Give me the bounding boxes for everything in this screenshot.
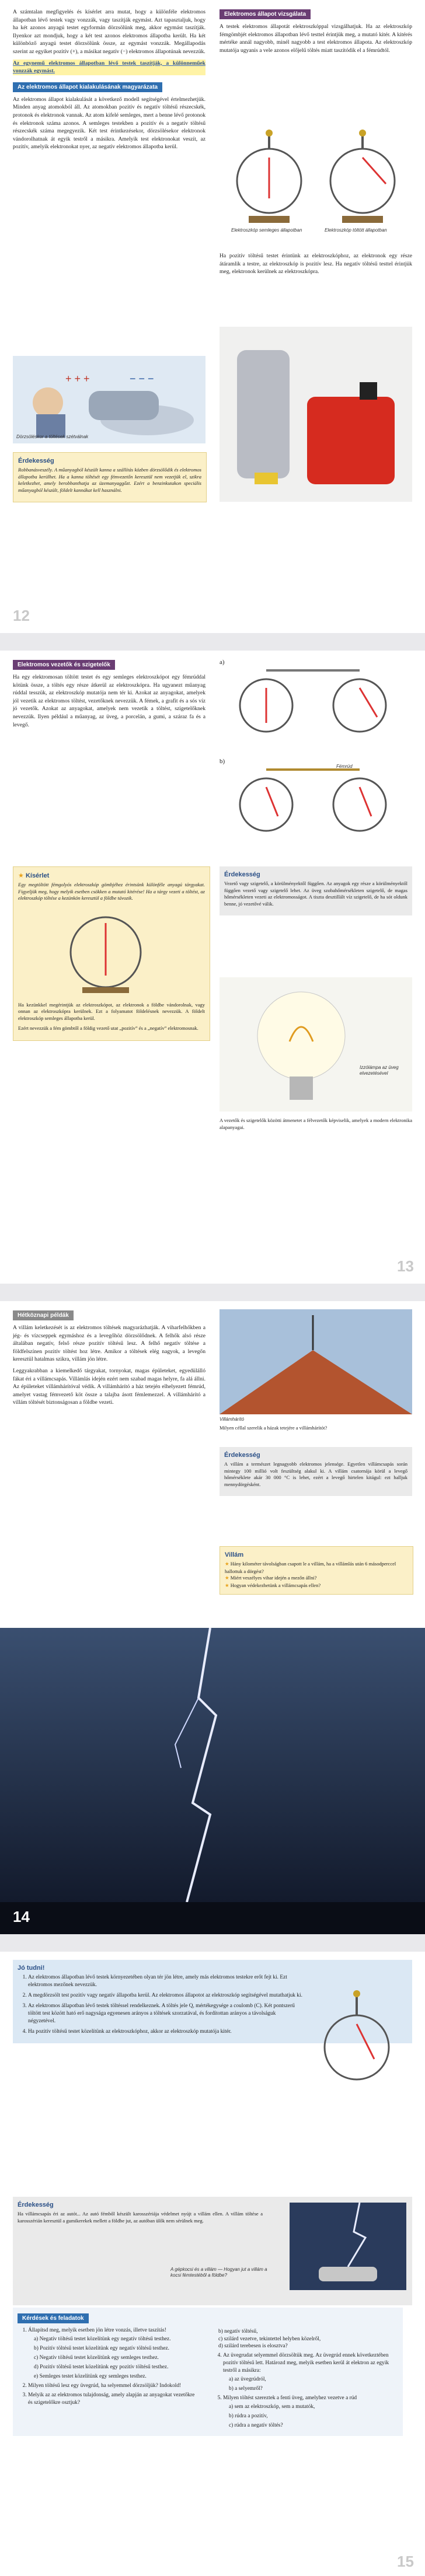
page-13: [0, 651, 425, 1284]
page12-left-column: [13, 8, 205, 155]
separator-14-15: [0, 1934, 425, 1952]
page13-kiserlet-box: [13, 866, 210, 1041]
page13-section-title: Elektromos vezetők és szigetelők: [13, 660, 115, 670]
task-4-options: [223, 2376, 393, 2393]
page13-bullet-note: A vezetők és szigetelők közötti átmenetet a félvezetők képviselik, amelyek a modern elektronika alapanyagai.: [220, 1117, 412, 1130]
figure-a-graphic: [220, 659, 412, 752]
lightning-graphic: [0, 1628, 425, 1934]
fig-rod-label: Fémrúd: [336, 764, 353, 769]
page14-body2: Leggyakrabban a kiemelkedő tárgyakat, tornyokat, magas épületeket, egyedülálló fákat éri a villámcsapás. Villámlás idején ezért nem szabad magas helyre, fa alá állni. Az épületeket villámhárítóval védik. A villámhárító a ház tetején elhelyezett fémrúd, amelyet vastag fémvezető köt össze a talajba ásott fémlemezzel. A villámhárító a villám töltését biztonságosan a földbe vezeti.: [13, 1367, 205, 1406]
svg-text:+ + +: + + +: [65, 373, 90, 385]
star-icon: ★: [18, 872, 24, 879]
page-14: [0, 1301, 425, 1934]
page-15: [0, 1952, 425, 2576]
page13-number: 13: [397, 1257, 414, 1275]
tasks-right-column: [212, 2327, 393, 2431]
page13-erdekesseg-text: Vezető vagy szigetelő, a körülményektől függően. Az anyagok egy része a körülményektől függően vezető vagy szigetelő lehet. Az üveg szobahőmérsékleten szigetelő, de magas hőmérsékleten vezeti az elektromosságot. A tiszta desztillált víz szigetelő, de ha sót oldunk benne, jó vezetővé válik.: [224, 880, 407, 907]
task-option: a) sem az elektroszkóp, sem a mutatók,: [229, 2403, 315, 2410]
page12-right-intro: A testek elektromos állapotát elektroszkóppal vizsgálhatjuk. Ha az elektroszkóp fémgömbjét elektromos állapotban lévő testtel érintjük meg, a mutató kitér. A kitérés mértéke annál nagyobb, minél nagyobb a test elektromos állapota. Az elektroszkóp mutatója ugyanis a vele azonos előjelű töltés miatt taszítódik el a fémrúdtól.: [220, 23, 412, 54]
bulb-graphic: [220, 977, 412, 1112]
separator-13-14: [0, 1284, 425, 1301]
task-item: [223, 2395, 393, 2430]
star-icon: ★: [225, 1582, 229, 1589]
page14-left-column: [13, 1309, 205, 1410]
bullet-text: Miért veszélyes vihar idején a mezőn állni?: [230, 1575, 317, 1581]
fig-b-label: b): [220, 758, 225, 765]
page13-body: Ha egy elektromosan töltött testet és egy semleges elektroszkópot egy fémrúddal kötünk össze, a töltés egy része átkerül az elektroszkópra. Ha ugyanezt műanyag rúddal tesszük, az elektroszkóp mutatója nem tér ki. Azokat az anyagokat, amelyek jól vezetik az elektromos töltést, vezetőknek nevezzük. A fémek, a grafit és a sós víz jó vezetők. Azokat az anyagokat, amelyek nem vezetik a töltést, szigetelőknek nevezzük. Ilyen például a műanyag, az üveg, a porcelán, a gumi, a száraz fa és a levegő.: [13, 674, 205, 728]
task-option: c) rúdra a negatív töltés?: [229, 2422, 283, 2428]
page12-explain-paragraph: Az elektromos állapot kialakulását a következő modell segítségével értelmezhetjük. Minden anyag atomokból áll. Az atomokban pozitív és negatív töltésű részecskék, protonok és elektronok vannak. Az atom kifelé semleges, mert a benne lévő protonok és elektronok száma azonos. A semleges testekben a pozitív és a negatív töltésű részecskék száma megegyezik. Két test érintkezésekor, dörzsölésekor elektronok vándorolhatnak át egyik testről a másikra. Amelyik test elektronokat veszít, az pozitív, amelyik elektronokat nyer, az negatív elektromos állapotba kerül.: [13, 96, 205, 151]
page15-erdekesseg-text: Ha villámcsapás éri az autót... Az autó fémből készült karosszériája védelmet nyújt a villám ellen. A villám töltése a karosszérián keresztül a gumikerekek mellett a földbe jut, az autóban ülők nem sérülnek meg.: [18, 2211, 263, 2224]
tudod-item: 2. A megdörzsölt test pozitív vagy negatív állapotba kerül. Az elektromos állapotot az elektroszkóp segítségével mutathatjuk ki.: [28, 1992, 302, 2000]
page12-rule-highlight: Az egynemű elektromos állapotban lévő testek taszítják, a különneműek vonzzák egymást.: [13, 60, 205, 75]
tasks-left-list: [18, 2327, 198, 2407]
page12-erdekesseg-title: Érdekesség: [18, 457, 54, 464]
page13-figures: [220, 659, 412, 851]
page12-erdekesseg-box: [13, 452, 207, 502]
page15-tasks-title: Kérdések és feladatok: [18, 2313, 89, 2323]
task-option: d) szilárd terebesen is elosztva?: [218, 2343, 288, 2349]
page13-left-column: [13, 659, 205, 732]
page15-number: 15: [397, 2553, 414, 2570]
tudod-electroscope-graphic: [313, 1983, 400, 2100]
task-option: a) Negatív töltésű testet közelítünk egy negatív töltésű testhez.: [34, 2336, 171, 2342]
page14-right-caption: Villámhárító: [220, 1417, 245, 1422]
tudod-item: 3. Az elektromos állapotban lévő testek töltéssel rendelkeznek. A töltés jele Q, mértékegysége a coulomb (C). Két pontszerű töltött test között ható erő nagysága egyenesen arányos a töltések szorzatával, és fordítottan arányos a távolságuk négyzetével.: [28, 2002, 302, 2025]
task-option: b) rúdra a pozitív,: [229, 2413, 268, 2419]
page14-right-bullet: Milyen céllal szerelik a házak tetejére a villámhárítót?: [220, 1425, 328, 1431]
star-icon: ★: [225, 1575, 229, 1581]
page13-erdekesseg-title: Érdekesség: [224, 871, 260, 878]
task-5-text: Milyen töltést szereztek a fenti üveg, amelyhez vezetve a rúd: [223, 2395, 357, 2401]
electroscope2-caption: Elektroszkóp töltött állapotban: [325, 228, 387, 233]
page13-kiserlet-note: Ezért nevezzük a fém gömbtől a földig vezető utat „pozitív” és a „negatív” elektromosnak.: [18, 1025, 198, 1031]
page15-erdekesseg-box: [13, 2197, 412, 2305]
task-4-text: Az üvegrudat selyemmel dörzsöltük meg. Az üvegrúd ennek következtében pozitív töltésű lett. Határozd meg, melyik esetben kerül át elektron az egyik testről a másikra:: [223, 2352, 389, 2374]
tudod-item: 4. Ha pozitív töltésű testet közelítünk az elektroszkóphoz, akkor az elektroszkóp mutatója kitér.: [28, 2028, 302, 2036]
page15-tasks: [13, 2308, 403, 2436]
page14-bullet-2: [225, 1575, 408, 1582]
page12-number: 12: [13, 607, 30, 624]
page14-bullet-1: [225, 1561, 408, 1575]
page12-intro-paragraph: A számtalan megfigyelés és kísérlet arra mutat, hogy a különféle elektromos állapotban lévő testek vagy vonzzák, vagy taszítják egymást. Azt tapasztaljuk, hogy ha két azonos anyagú testet egyformán dörzsölünk meg, akkor egymást taszítják. Ilyenkor azt mondjuk, hogy a két test azonos elektromos állapotba került. Ha két különböző anyagú testet dörzsölünk össze, az egymást vonzzák. Megállapodás szerint az egyiket pozitív (+), a másikat negatív (−) elektromos állapotúnak nevezzük.: [13, 9, 205, 55]
page15-erdekesseg-title: Érdekesség: [18, 2201, 54, 2208]
page13-bulb-photo: [220, 977, 412, 1112]
page15-tudod-title: Jó tudni!: [18, 1965, 45, 1972]
rubbing-scene-graphic: [13, 356, 205, 443]
page12-erdekesseg-text: Robbanásveszély. A műanyagból készült kanna a szállítás közben dörzsölődik és elektromos állapotba kerülhet. Ha a kanna töltését egy fémvezetőn keresztül nem vezetjük el, szikra keletkezhet, amely berobbanthatja az üzemanyaggőzt. Ezért a benzinkutakon speciális műanyagból készült, földelt kannákat kell használni.: [18, 467, 201, 493]
car-lightning-graphic: [290, 2203, 406, 2290]
page12-rubbing-illustration: [13, 356, 205, 443]
page-12: [0, 0, 425, 633]
figure-b-graphic: [220, 758, 412, 851]
page14-erdekesseg-box: [220, 1447, 412, 1496]
page13-kiserlet-caption: Ha kezünkkel megérintjük az elektroszkópot, az elektronok a földbe vándorolnak, vagy onnan az elektroszkópra kerülnek. Ezt a folyamatot földelésnek nevezzük. A földelt elektroszkóp semleges állapotba kerül.: [18, 1001, 205, 1021]
fuel-can-graphic: [220, 327, 412, 502]
page13-erdekesseg-box: [220, 866, 412, 915]
page12-right-column: [220, 8, 412, 58]
page15-tudod-list: [18, 1974, 302, 2036]
task-option: b) a selyemről?: [229, 2385, 263, 2392]
page12-electroscopes: [220, 128, 412, 245]
page14-bullet-3: [225, 1582, 408, 1590]
page14-villam-box: [220, 1546, 413, 1595]
page14-section-title: Hétköznapi példák: [13, 1310, 74, 1320]
bullet-text: Hogyan védekezhetünk a villámcsapás ellen?: [230, 1582, 321, 1588]
task-1-text: Állapítsd meg, melyik esetben jön létre vonzás, illetve taszítás!: [28, 2327, 166, 2333]
task-item: [28, 2327, 198, 2381]
page14-number: 14: [13, 1908, 30, 1925]
rooftop-graphic: [220, 1309, 412, 1414]
bulb-caption: Izzólámpa az üveg elvezetésével: [360, 1065, 399, 1076]
page13-kiserlet-text: Egy megtöltött fémgolyós elektroszkóp gömbjéhez érintsünk különféle anyagú tárgyakat. Figyeljük meg, hogy melyik esetben csökken a mutató kitérése! Ha a tárgy vezeti a töltést, az elektroszkóp töltése a kezünkön keresztül a földbe távozik.: [18, 882, 205, 901]
electroscope1-caption: Elektroszkóp semleges állapotban: [231, 228, 302, 233]
tasks-right-options: [212, 2328, 393, 2350]
task-item: 2. Milyen töltésű lesz egy üvegrúd, ha selyemmel dörzsöljük? Indokold!: [28, 2382, 198, 2390]
tasks-left-column: [18, 2327, 198, 2431]
page15-erdekesseg-question: A gépkocsi és a villám — Hogyan jut a villám a kocsi fémtestéből a földbe?: [170, 2267, 267, 2278]
task-item: 3. Melyik az az elektromos tulajdonság, amely alapján az anyagokat vezetőkre és szigetelőkre osztjuk?: [28, 2392, 198, 2407]
task-option: c) Negatív töltésű testet közelítünk egy semleges testhez.: [34, 2355, 159, 2361]
page12-fuel-can-photo: [220, 327, 412, 502]
page14-lightning-photo: [0, 1628, 425, 1934]
kiserlet-title-text: Kísérlet: [25, 872, 50, 879]
task-option: e) Semleges testet közelítünk egy semleges testhez.: [34, 2374, 147, 2379]
tudod-item: 1. Az elektromos állapotban lévő testek környezetében olyan tér jön létre, amely más elektromos testekre erőt fejt ki. Ezt elektromos mezőnek nevezzük.: [28, 1974, 302, 1989]
page12-rubbing-caption: Dörzsöléskor a töltések szétválnak: [16, 434, 89, 439]
task-option: a) az üvegrúdról,: [229, 2376, 266, 2382]
task-1-options: [28, 2336, 198, 2381]
task-option: b) Pozitív töltésű testet közelítünk egy negatív töltésű testhez.: [34, 2346, 169, 2351]
separator-12-13: [0, 633, 425, 651]
kiserlet-electroscope-graphic: [18, 906, 193, 999]
task-option: c) szilárd vezetve, tekintettel helyben közelről,: [218, 2336, 321, 2342]
page12-section-title-right: Elektromos állapot vizsgálata: [220, 9, 311, 19]
page12-section-title-left: Az elektromos állapot kialakulásának magyarázata: [13, 82, 162, 92]
page14-body1: A villám keletkezését is az elektromos töltések magyarázhatják. A viharfelhőkben a jég- és vízcseppek egymáshoz és a levegőhöz dörzsölődnek. A felhők alsó része általában negatív, felső része pozitív töltésű lesz. A felhő negatív töltése a földfelszínen pozitív töltést hoz létre. Amikor a töltések elég nagyok, a levegőn keresztül hatalmas szikra, villám jön létre.: [13, 1324, 205, 1363]
fig-a-label: a): [220, 659, 225, 666]
page12-right-bottom: Ha pozitív töltésű testet érintünk az elektroszkóphoz, az elektronok egy része átáramlik a testre, az elektroszkóp is pozitív lesz. Ha negatív töltésű testtel érintjük meg, elektronok kerülnek az elektroszkópra.: [220, 253, 412, 275]
page14-erdekesseg-title: Érdekesség: [224, 1452, 260, 1459]
svg-text:− − −: − − −: [130, 373, 154, 385]
task-5-options: [223, 2403, 393, 2430]
page13-kiserlet-title: [18, 872, 205, 879]
bullet-text: Hány kilométer távolságban csapott le a villám, ha a villámlás után 6 másodperccel hallottuk a dörgést?: [225, 1561, 396, 1574]
page14-erdekesseg-text: A villám a természet legnagyobb elektromos jelensége. Egyetlen villámcsapás során mintegy 100 millió volt feszültség alakul ki. A villám csatornája körül a levegő hőmérséklete akár 30 000 °C is lehet, ezért a levegő hirtelen kitágul: ezt halljuk mennydörgésként.: [224, 1461, 407, 1487]
star-icon: ★: [225, 1561, 229, 1567]
page14-villam-title: Villám: [225, 1551, 244, 1558]
page15-tudod-box: [13, 1960, 412, 2043]
page15-car-photo: [290, 2203, 406, 2290]
page14-rooftop-photo: [220, 1309, 412, 1414]
task-option: d) Pozitív töltésű testet közelítünk egy pozitív töltésű testhez.: [34, 2364, 169, 2370]
task-item: [223, 2352, 393, 2393]
task-option: b) negatív töltésű,: [218, 2329, 258, 2334]
tasks-right-list: [212, 2352, 393, 2430]
